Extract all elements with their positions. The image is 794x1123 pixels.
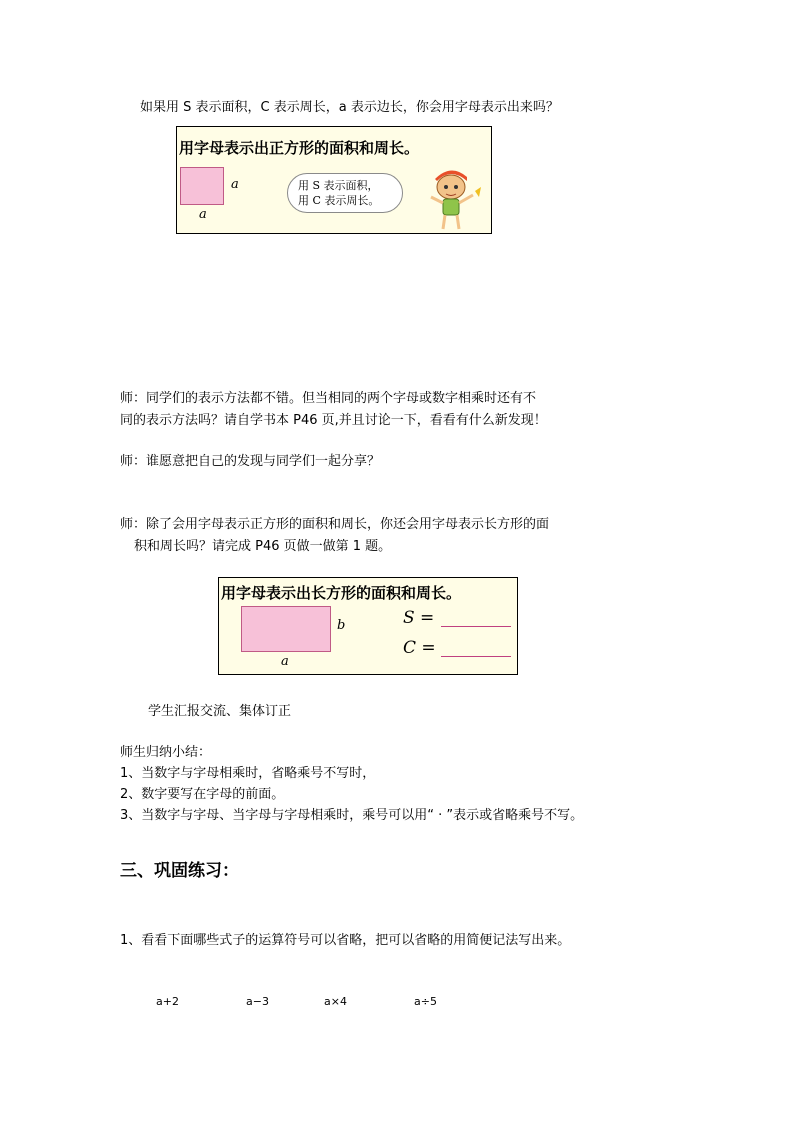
- summary-title: 师生归纳小结：: [120, 745, 212, 760]
- section-heading: 三、巩固练习：: [120, 861, 239, 881]
- expression-1: a+2: [156, 995, 179, 1008]
- expression-2: a−3: [246, 995, 269, 1008]
- exercise-1-text: 1、看看下面哪些式子的运算符号可以省略，把可以省略的用简便记法写出来。: [120, 933, 571, 948]
- teacher-remark-1-line-2: 同的表示方法吗？请自学书本 P46 页,并且讨论一下，看看有什么新发现！: [120, 413, 547, 428]
- rectangle-side-label: b: [337, 618, 346, 633]
- expression-4: a÷5: [414, 995, 437, 1008]
- square-side-label: a: [231, 177, 239, 192]
- rectangle-figure-title: 用字母表示出长方形的面积和周长。: [221, 584, 462, 602]
- speech-bubble: [287, 173, 403, 213]
- rectangle-figure: [218, 577, 518, 675]
- summary-item-2: 2、数字要写在字母的前面。: [120, 787, 285, 802]
- perimeter-equation-label: C =: [403, 638, 436, 658]
- expression-3: a×4: [324, 995, 347, 1008]
- perimeter-answer-line: [441, 656, 511, 657]
- student-report: 学生汇报交流、集体订正: [148, 704, 292, 719]
- teacher-remark-3-line-1: 师：除了会用字母表示正方形的面积和周长，你还会用字母表示长方形的面: [120, 517, 550, 532]
- summary-item-1: 1、当数字与字母相乘时，省略乘号不写时，: [120, 766, 376, 781]
- rectangle-bottom-label: a: [281, 654, 289, 669]
- teacher-remark-3-line-2: 积和周长吗？请完成 P46 页做一做第 1 题。: [134, 539, 392, 554]
- rectangle-shape: [241, 606, 331, 652]
- intro-text: 如果用 S 表示面积，C 表示周长，a 表示边长，你会用字母表示出来吗？: [140, 100, 559, 115]
- area-answer-line: [441, 626, 511, 627]
- teacher-remark-1-line-1: 师：同学们的表示方法都不错。但当相同的两个字母或数字相乘时还有不: [120, 391, 537, 406]
- teacher-remark-2: 师：谁愿意把自己的发现与同学们一起分享？: [120, 454, 381, 469]
- bubble-line-1: 用 S 表示面积，: [298, 179, 379, 192]
- cartoon-character-icon: [421, 169, 489, 233]
- area-equation-label: S =: [403, 608, 435, 628]
- bubble-line-2: 用 C 表示周长。: [298, 194, 380, 207]
- square-figure-title: 用字母表示出正方形的面积和周长。: [179, 139, 420, 157]
- summary-item-3: 3、当数字与字母、当字母与字母相乘时，乘号可以用“ · ”表示或省略乘号不写。: [120, 808, 584, 823]
- square-bottom-label: a: [199, 207, 207, 222]
- square-figure: [176, 126, 492, 234]
- square-shape: [180, 167, 224, 205]
